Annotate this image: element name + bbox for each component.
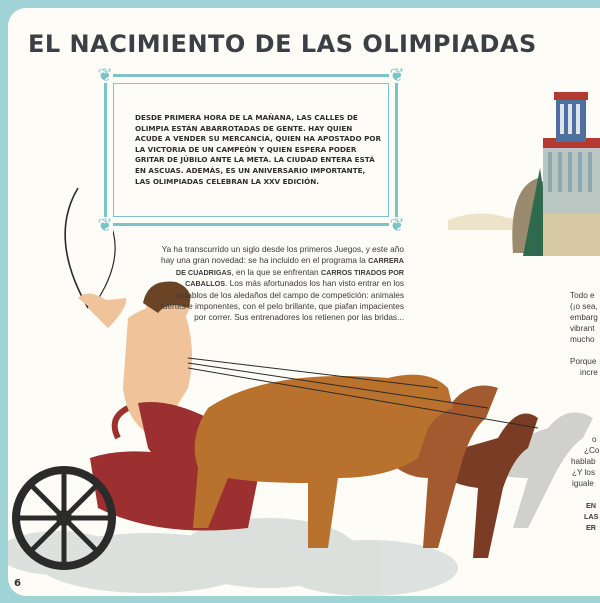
body-highlight: CARROS TIRADOS POR CABALLOS — [185, 267, 404, 289]
right-column-line: vibrant — [570, 324, 595, 333]
body-text-part: . Los más afortunados los han visto entrar en los establos de los aledaños del campo de competición: animales fuertes e imponentes, con el pelo brillante, que piafan impacientes por correr. Sus entrenadores los retienen por las bridas... — [160, 278, 404, 323]
right-column-line: ¿Co — [584, 446, 600, 455]
intro-paragraph: DESDE PRIMERA HORA DE LA MAÑANA, LAS CALLES DE OLIMPIA ESTÁN ABARROTADAS DE GENTE. HAY QUIEN ACUDE A VENDER SU MERCANCÍA, QUIEN HA APOSTADO POR LA VICTORIA DE UN CAMPEÓN Y QUIEN ESPERA PODER GRITAR DE JÚBILO ANTE LA META. LA CIUDAD ENTERA ESTÁ EN ASCUAS. ADEMÁS, ES UN ANIVERSARIO IMPORTANTE, LAS OLIMPIADAS CELEBRAN LA XXV EDICIÓN. — [135, 113, 382, 186]
right-column-line: ¿Y los — [572, 468, 596, 477]
ornament-icon: ❦ — [389, 65, 405, 85]
book-page — [8, 8, 600, 596]
ornament-icon: ❦ — [97, 215, 113, 235]
page-title: EL NACIMIENTO DE LAS OLIMPIADAS — [28, 30, 537, 58]
right-column-line: ER — [586, 523, 596, 532]
right-column-line: Porque — [570, 357, 597, 366]
ornament-icon: ❦ — [389, 215, 405, 235]
right-column-line: LAS — [584, 512, 599, 521]
ornament-icon: ❦ — [97, 65, 113, 85]
body-text-part: Ya ha transcurrido un siglo desde los primeros Juegos, y este año hay una gran novedad: se ha incluido en el programa la — [160, 244, 404, 266]
temple-illustration — [448, 92, 600, 256]
right-column-line: incre — [580, 368, 598, 377]
right-column-line: EN — [586, 501, 596, 510]
body-text-part: , en la que se enfrentan — [231, 266, 321, 277]
right-column-line: (¡o sea, — [570, 302, 598, 311]
page-number: 6 — [14, 578, 21, 589]
body-paragraph — [154, 244, 404, 324]
body-highlight: CARRERA DE CUADRIGAS — [175, 256, 404, 277]
right-column-line: o — [592, 435, 597, 444]
right-column-line: embarg — [570, 313, 598, 322]
intro-text-box — [97, 65, 405, 235]
right-column-line: iguale — [572, 479, 594, 488]
right-column-line: hablab — [571, 457, 596, 466]
right-column-line: Todo e — [570, 291, 595, 300]
right-column-line: mucho — [570, 335, 595, 344]
